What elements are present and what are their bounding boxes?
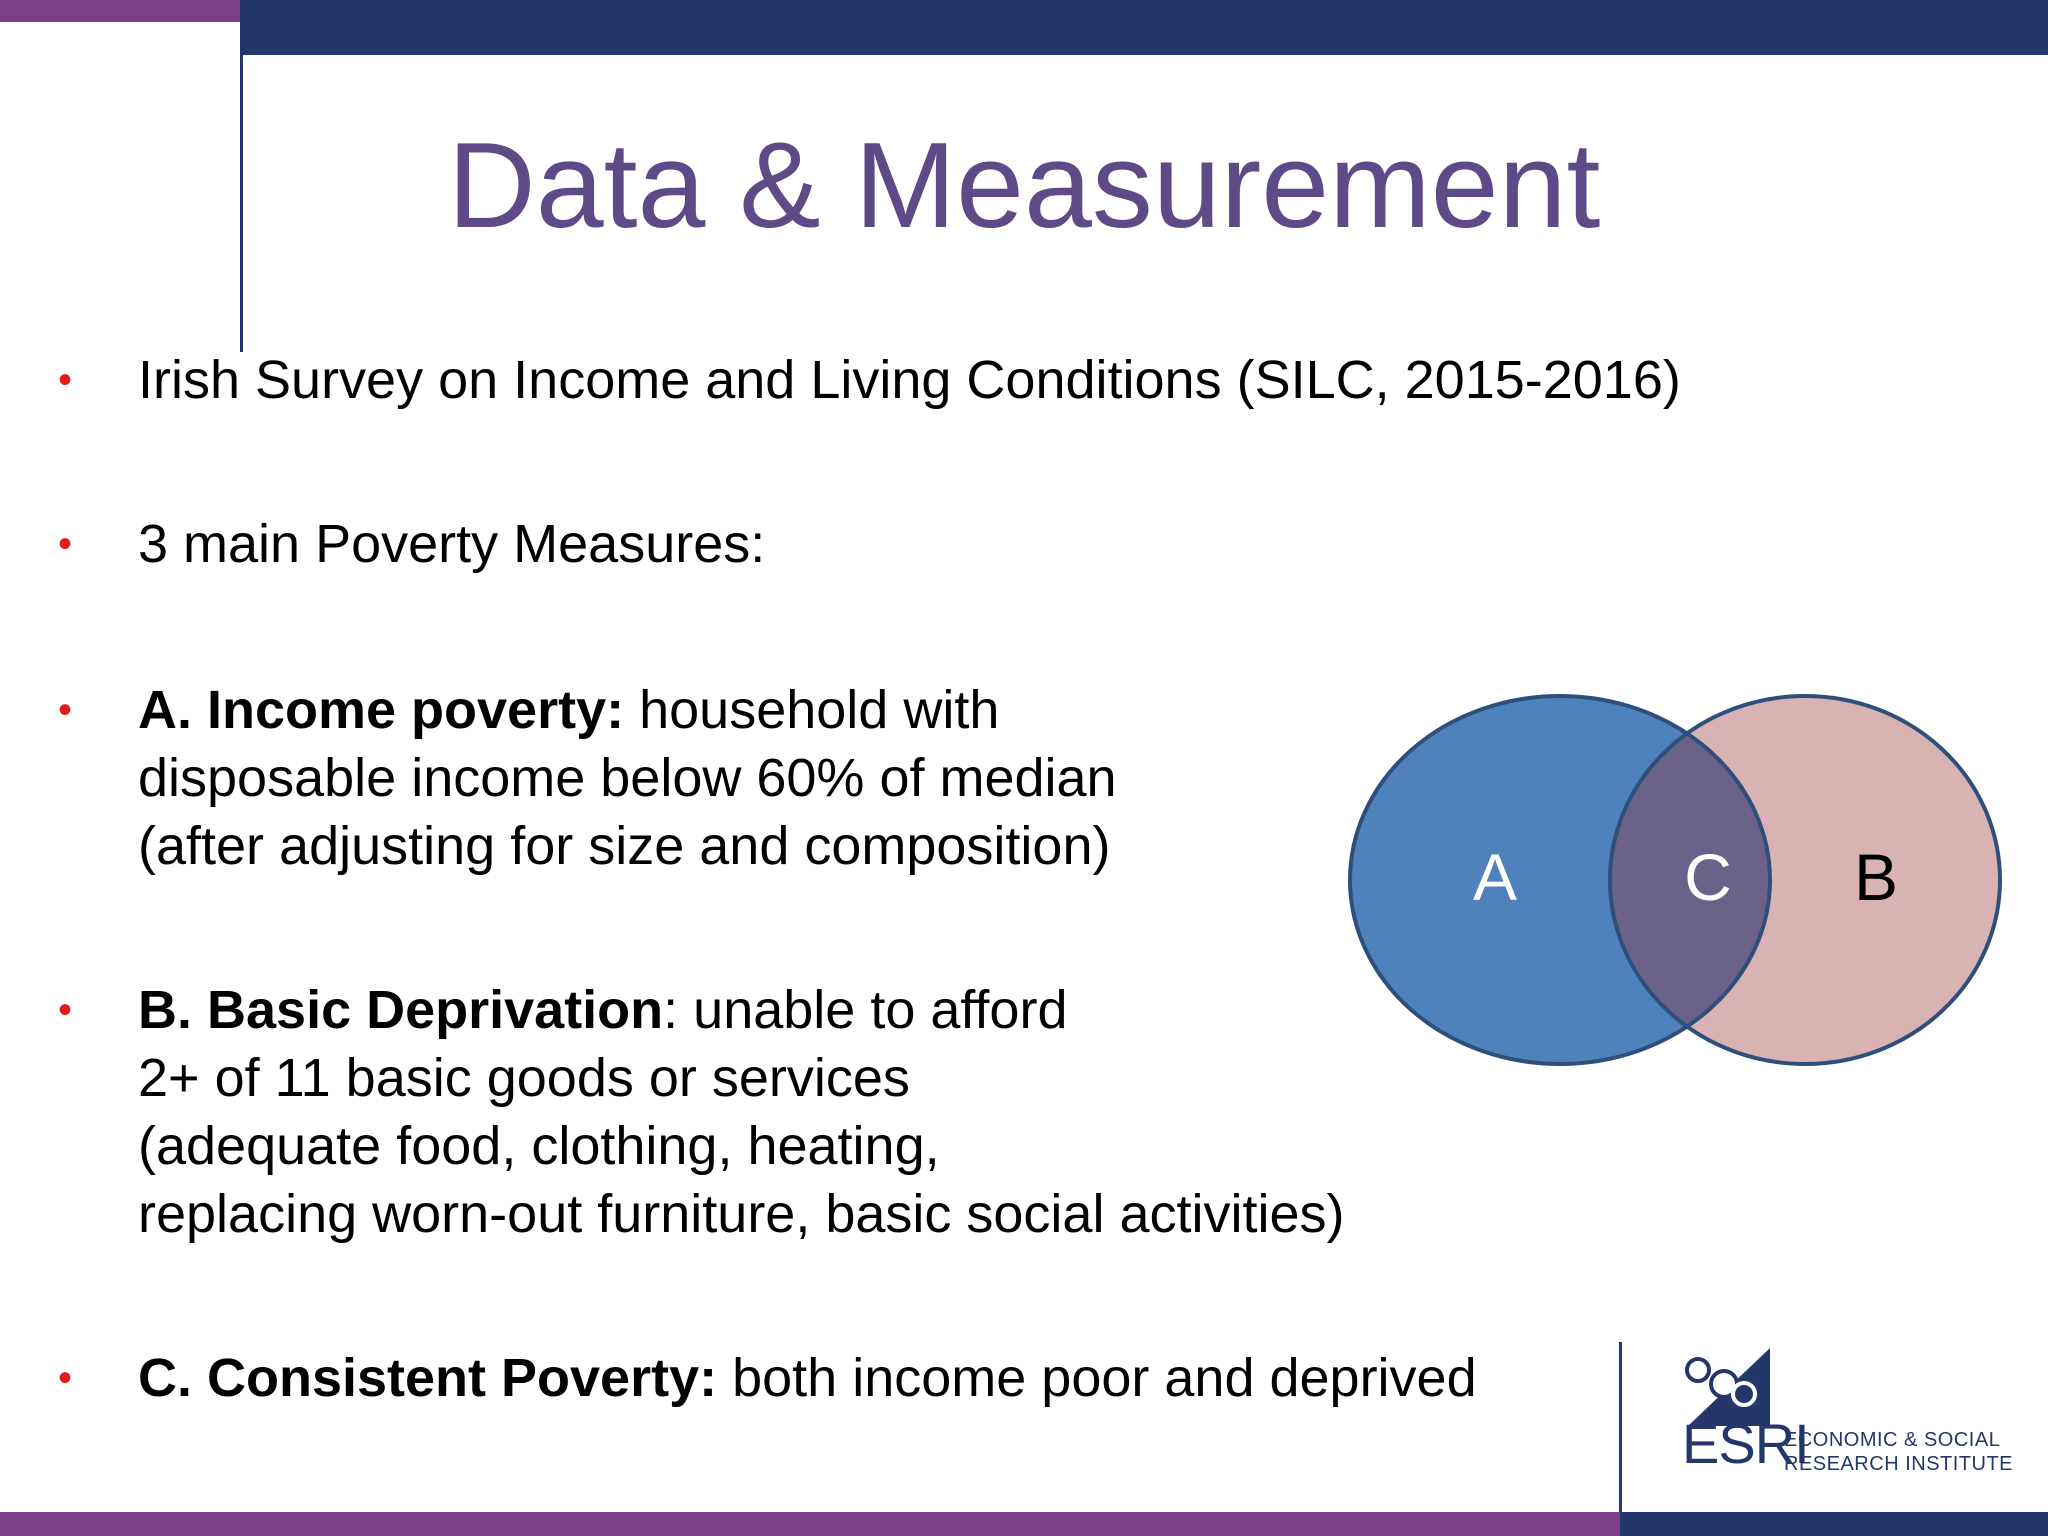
bullet-bold: B. Basic Deprivation [138,980,664,1040]
bullet-line [138,346,1681,414]
bullet-line [138,510,765,578]
bullet-bold: A. Income poverty: [138,680,625,740]
bottom-navy-bar [1620,1512,2048,1536]
bullet-dot: • [58,358,73,402]
bullet-plain: 2+ of 11 basic goods or services [138,1048,910,1108]
top-left-accent-bar [0,0,240,22]
logo-divider-line [1619,1342,1622,1512]
bullet-dot: • [58,522,73,566]
bullet-plain: disposable income below 60% of median [138,748,1117,808]
bullet-line [138,1344,1477,1412]
bullet-plain: (after adjusting for size and composition) [138,816,1111,876]
bottom-accent-bar [0,1512,1620,1536]
bullet-text [138,976,1345,1248]
bullet-plain: Irish Survey on Income and Living Conditions (SILC, 2015-2016) [138,350,1681,410]
top-header-bar [240,0,2048,55]
logo-acronym: ESRI [1682,1412,1809,1475]
venn-diagram [1340,690,2010,1070]
bullet-line [138,676,1117,744]
venn-label-c: C [1684,840,1732,914]
bullet-text [138,676,1117,880]
bullet-line [138,1044,1345,1112]
logo-line-1: ECONOMIC & SOCIAL [1784,1429,2001,1451]
slide-title: Data & Measurement [447,117,1601,253]
bullet-plain: both income poor and deprived [717,1348,1477,1408]
bullet-dot: • [58,688,73,732]
bullet-plain: 3 main Poverty Measures: [138,514,766,574]
bullet-text [138,510,765,578]
bullet-line [138,1180,1345,1248]
bullet-text [138,1344,1477,1412]
bullet-text [138,346,1681,414]
bullet-dot: • [58,988,73,1032]
venn-label-b: B [1853,840,1899,914]
logo-institute-name [1784,1428,2013,1476]
bullet-line [138,812,1117,880]
bullet-plain: : unable to afford [663,980,1068,1040]
bullet-plain: household with [624,680,1000,740]
venn-label-a: A [1472,840,1518,914]
bullet-dot: • [58,1356,73,1400]
bullet-line [138,976,1345,1044]
bullet-plain: replacing worn-out furniture, basic social activities) [138,1184,1345,1244]
bullet-plain: (adequate food, clothing, heating, [138,1116,940,1176]
logo-line-2: RESEARCH INSTITUTE [1784,1453,2014,1475]
bullet-bold: C. Consistent Poverty: [138,1348,718,1408]
bullet-line [138,744,1117,812]
bullet-line [138,1112,1345,1180]
